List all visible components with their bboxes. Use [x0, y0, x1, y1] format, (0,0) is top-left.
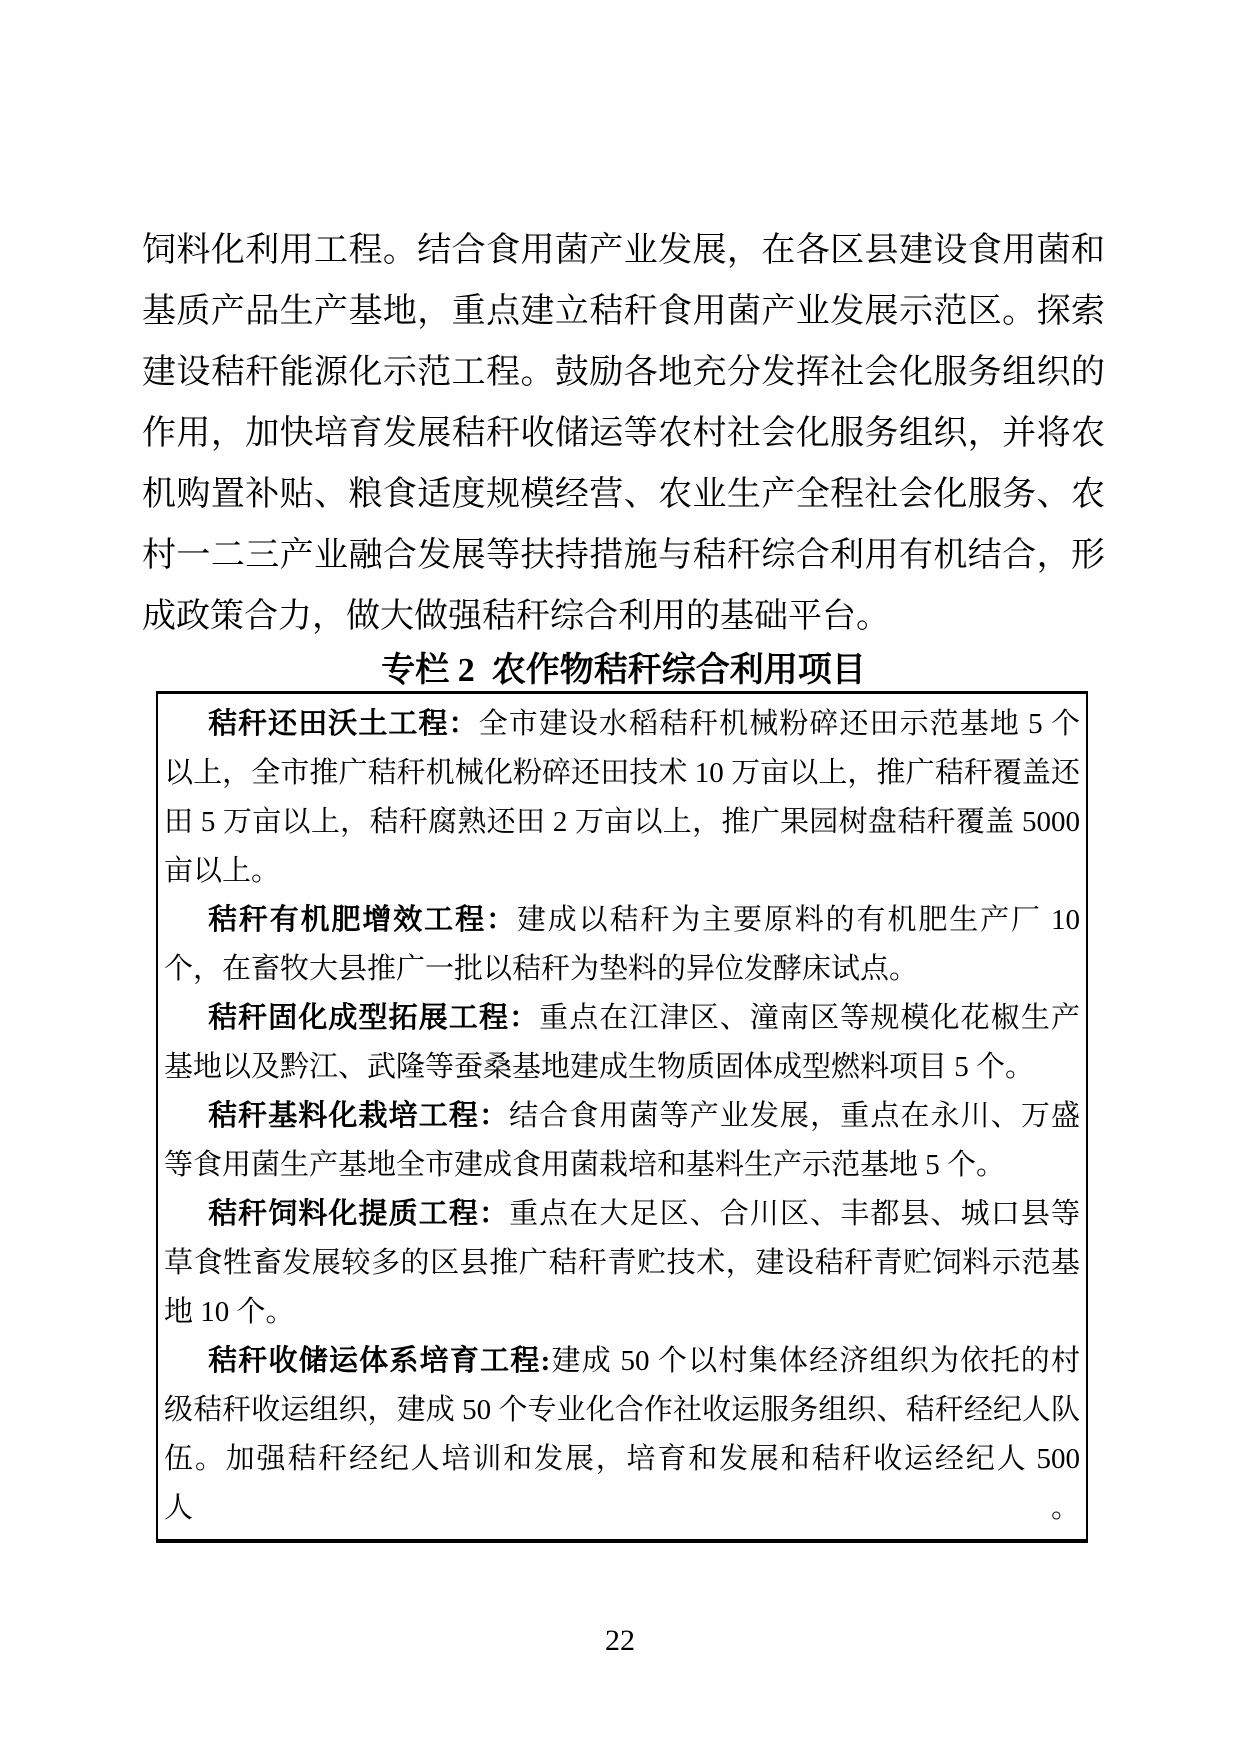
box-line [164, 994, 1080, 1043]
body-paragraph-line: 机购置补贴、粮食适度规模经营、农业生产全程社会化服务、农 [142, 476, 1105, 513]
box-line [164, 1092, 1080, 1141]
box-line [164, 1337, 1080, 1386]
box-line-text: 重点在大足区、合川区、丰都县、城口县等 [509, 1198, 1080, 1230]
box-line [164, 700, 1080, 749]
body-paragraph [142, 220, 1105, 1543]
box-paragraph-lead: 秸秆基料化栽培工程： [208, 1100, 510, 1132]
body-paragraph-line: 建设秸秆能源化示范工程。鼓励各地充分发挥社会化服务组织的 [142, 354, 1105, 391]
box-line: 亩以上。 [164, 855, 281, 887]
box-line: 伍。加强秸秆经纪人培训和发展，培育和发展和秸秆收运经纪人 500 人。 [164, 1443, 1080, 1524]
box-paragraph-lead: 秸秆饲料化提质工程： [208, 1198, 510, 1230]
column-box-title: 专栏 2 农作物秸秆综合利用项目 [381, 652, 866, 689]
page-number: 22 [605, 1624, 635, 1657]
body-paragraph-line: 基质产品生产基地，重点建立秸秆食用菌产业发展示范区。探索 [142, 293, 1105, 330]
box-paragraph-lead: 秸秆固化成型拓展工程： [208, 1002, 540, 1034]
column-box [156, 691, 1088, 1543]
box-line-text: 重点在江津区、潼南区等规模化花椒生产 [539, 1002, 1080, 1034]
box-paragraph-lead: 秸秆还田沃土工程： [208, 708, 479, 740]
body-paragraph-line: 村一二三产业融合发展等扶持措施与秸秆综合利用有机结合，形 [142, 537, 1105, 574]
box-line: 级秸秆收运组织，建成 50 个专业化合作社收运服务组织、秸秆经纪人队 [164, 1394, 1080, 1426]
body-paragraph-line: 饲料化利用工程。结合食用菌产业发展，在各区县建设食用菌和 [142, 232, 1105, 269]
box-line: 地 10 个。 [164, 1296, 295, 1328]
box-line: 基地以及黔江、武隆等蚕桑基地建成生物质固体成型燃料项目 5 个。 [164, 1051, 1035, 1083]
box-line-text: 结合食用菌等产业发展，重点在永川、万盛 [509, 1100, 1080, 1132]
box-line-text: 建成 50 个以村集体经济组织为依托的村 [550, 1345, 1080, 1377]
box-line: 草食牲畜发展较多的区县推广秸秆青贮技术，建设秸秆青贮饲料示范基 [164, 1247, 1080, 1279]
box-line: 等食用菌生产基地全市建成食用菌栽培和基料生产示范基地 5 个。 [164, 1149, 1006, 1181]
box-line: 田 5 万亩以上，秸秆腐熟还田 2 万亩以上，推广果园树盘秸秆覆盖 5000 [164, 806, 1080, 838]
box-paragraph-lead: 秸秆有机肥增效工程： [208, 904, 517, 936]
box-line-text: 全市建设水稻秸秆机械粉碎还田示范基地 5 个 [478, 708, 1080, 740]
body-paragraph-line: 作用，加快培育发展秸秆收储运等农村社会化服务组织，并将农 [142, 415, 1105, 452]
box-line: 以上，全市推广秸秆机械化粉碎还田技术 10 万亩以上，推广秸秆覆盖还 [164, 757, 1080, 789]
box-line-text: 建成以秸秆为主要原料的有机肥生产厂 10 [516, 904, 1080, 936]
box-line: 个，在畜牧大县推广一批以秸秆为垫料的异位发酵床试点。 [164, 953, 919, 985]
box-paragraph-lead: 秸秆收储运体系培育工程: [208, 1345, 551, 1377]
box-line [164, 896, 1080, 945]
body-paragraph-line: 成政策合力，做大做强秸秆综合利用的基础平台。 [142, 598, 890, 635]
box-line [164, 1190, 1080, 1239]
